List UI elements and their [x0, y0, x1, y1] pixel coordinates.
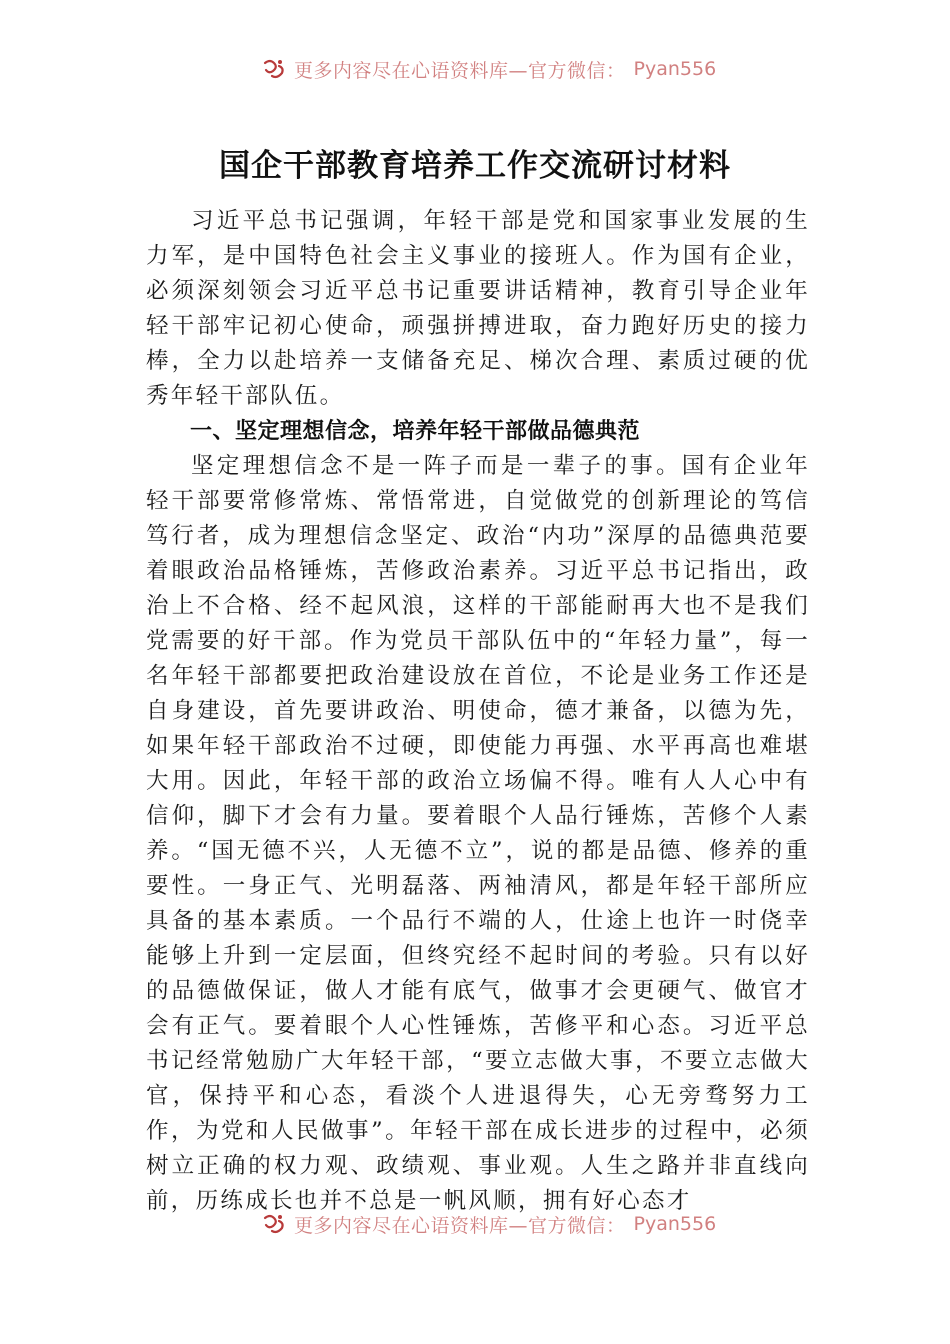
- intro-paragraph: 习近平总书记强调，年轻干部是党和国家事业发展的生力军，是中国特色社会主义事业的接班人。作为国有企业，必须深刻领会习近平总书记重要讲话精神，教育引导企业年轻干部牢记初心使命，顽强拼搏进取，奋力跑好历史的接力棒，全力以赴培养一支储备充足、梯次合理、素质过硬的优秀年轻干部队伍。: [146, 208, 810, 409]
- header-banner: [262, 54, 742, 84]
- document-body: [146, 204, 810, 1219]
- section-paragraph: 坚定理想信念不是一阵子而是一辈子的事。国有企业年轻干部要常修常炼、常悟常进，自觉做党的创新理论的笃信笃行者，成为理想信念坚定、政治“内功”深厚的品德典范要着眼政治品格锤炼，苦修政治素养。习近平总书记指出，政治上不合格、经不起风浪，这样的干部能耐再大也不是我们党需要的好干部。作为党员干部队伍中的“年轻力量”，每一名年轻干部都要把政治建设放在首位，不论是业务工作还是自身建设，首先要讲政治、明使命，德才兼备，以德为先，如果年轻干部政治不过硬，即使能力再强、水平再高也难堪大用。因此，年轻干部的政治立场偏不得。唯有人人心中有信仰，脚下才会有力量。要着眼个人品行锤炼，苦修个人素养。“国无德不兴，人无德不立”，说的都是品德、修养的重要性。一身正气、光明磊落、两袖清风，都是年轻干部所应具备的基本素质。一个品行不端的人，仕途上也许一时侥幸能够上升到一定层面，但终究经不起时间的考验。只有以好的品德做保证，做人才能有底气，做事才会更硬气、做官才会有正气。要着眼个人心性锤炼，苦修平和心态。习近平总书记经常勉励广大年轻干部，“要立志做大事，不要立志做大官，保持平和心态，看淡个人进退得失，心无旁骛努力工作，为党和人民做事”。年轻干部在成长进步的过程中，必须树立正确的权力观、政绩观、事业观。人生之路并非直线向前，历练成长也并不总是一帆风顺，拥有好心态才: [146, 453, 810, 1214]
- footer-banner: [262, 1209, 742, 1239]
- document-title: 国企干部教育培养工作交流研讨材料: [219, 148, 731, 184]
- brand-logo-icon: [262, 57, 286, 81]
- section-heading: 一、坚定理想信念，培养年轻干部做品德典范: [190, 419, 641, 444]
- brand-logo-icon: [262, 1212, 286, 1236]
- header-banner-text: 更多内容尽在心语资料库—官方微信：: [294, 59, 626, 82]
- header-banner-code: Pyan556: [633, 58, 717, 80]
- footer-banner-text: 更多内容尽在心语资料库—官方微信：: [294, 1214, 626, 1237]
- footer-banner-code: Pyan556: [633, 1213, 717, 1235]
